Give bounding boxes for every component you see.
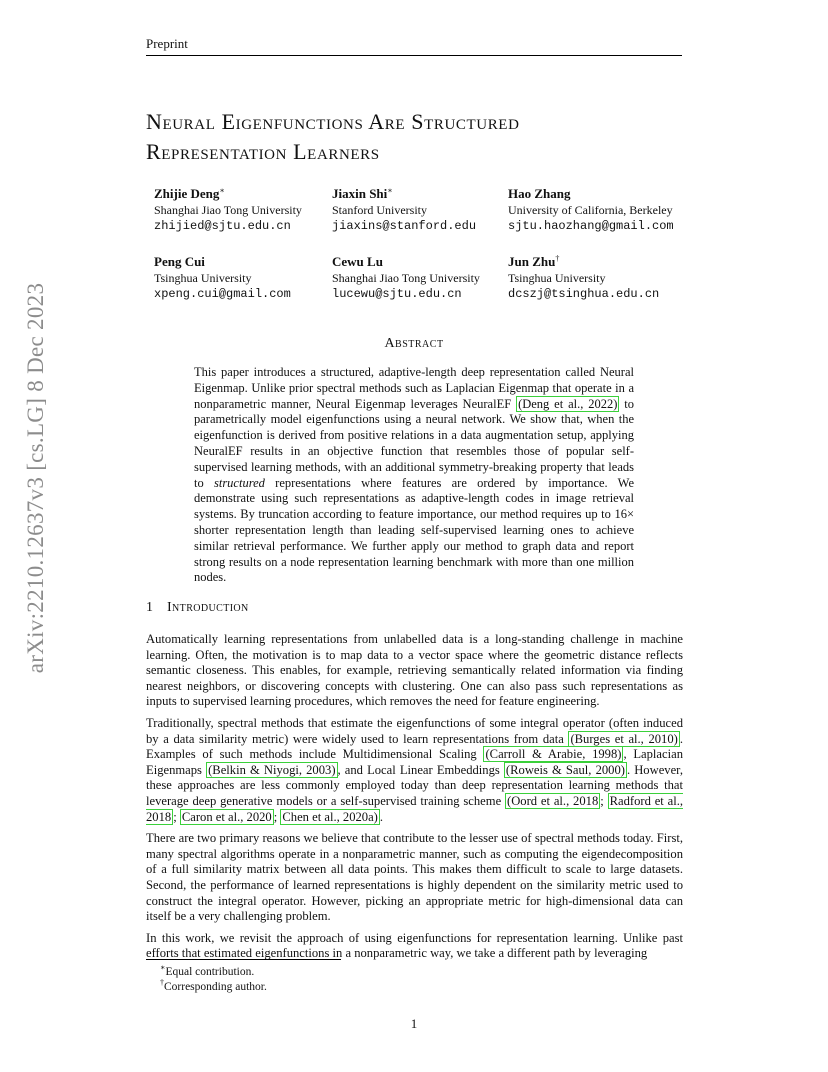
paragraph-text: . Examples of such methods include Multidimensional Scaling — [146, 731, 683, 762]
author-block — [508, 251, 659, 302]
author-email: lucewu@sjtu.edu.cn — [332, 287, 462, 301]
page-number: 1 — [410, 1016, 418, 1031]
author-name: Hao Zhang — [508, 186, 571, 201]
title-line-2: Representation Learners — [146, 139, 380, 164]
paragraph-text: , and Local Linear Embeddings — [337, 762, 500, 777]
author-affiliation: Shanghai Jiao Tong University — [154, 203, 302, 217]
author-mark: ∗ — [387, 186, 393, 195]
footnote-mark: ∗ — [160, 963, 166, 972]
author-name: Jun Zhu — [508, 254, 556, 269]
abstract-heading: Abstract — [384, 336, 444, 351]
section-number: 1 — [146, 600, 153, 615]
footnote-text: Corresponding author. — [164, 980, 267, 993]
paragraph-text: , Laplacian Eigenmaps — [146, 747, 683, 777]
section-heading — [146, 600, 249, 616]
paragraph: There are two primary reasons we believe that contribute to the lesser use of spectral methods today. First, many spectral algorithms operate in a nonparametric manner, such as computing the eigendecomposition of a full similarity matrix between all data points. This makes them difficult to scale to large datasets. Second, the performance of learned representations is highly dependent on the similarity metric used to construct the integral operator. However, picking an appropriate metric for high-dimensional data can itself be a very challenging problem. — [146, 831, 683, 924]
abstract-emphasis: structured — [213, 475, 265, 490]
citation-link[interactable]: (Deng et al., 2022) — [518, 396, 618, 411]
author-block — [332, 251, 480, 302]
title-line-1: Neural Eigenfunctions Are Structured — [146, 109, 520, 134]
author-affiliation: University of California, Berkeley — [508, 203, 673, 217]
arxiv-sidebar — [0, 0, 60, 1072]
author-affiliation: Tsinghua University — [154, 271, 252, 285]
section-title: Introduction — [167, 600, 249, 615]
abstract-text: to parametrically model eigenfunctions using a neural network. We show that, when the eigenfunction is derived from positive relations in a data augmentation setup, applying NeuralEF results in an objective function that resembles those of popular self-supervised learning methods, with an additional symmetry-breaking property that leads to — [194, 396, 635, 490]
author-affiliation: Tsinghua University — [508, 271, 606, 285]
citation-link[interactable]: (Burges et al., 2010) — [570, 731, 678, 746]
author-mark: ∗ — [219, 186, 225, 195]
footnote — [160, 963, 254, 978]
paragraph: Traditionally, spectral methods that estimate the eigenfunctions of some integral operator (often induced by a data similarity metric) were widely used to learn representations from data (Burges et al., 2010) . Examples of such methods include Multidimensional Scaling (Carroll & Arabie, 1998) , Laplacian Eigenmaps (Belkin & Niyogi, 2003) , and Local Linear Embeddings (Roweis & Saul, 2000) . However, these approaches are less commonly employed today than deep representation learning methods that leverage deep generative models or a self-supervised training scheme (Oord et al., 2018 ; Radford et al., 2018 ; Caron et al., 2020 ; Chen et al., 2020a) . — [146, 715, 684, 824]
citation-link[interactable]: Radford et al., 2018 — [146, 793, 684, 824]
abstract-text: This paper introduces a structured, adaptive-length deep representation called Neural Eigenmap. Unlike prior spectral methods such as Laplacian Eigenmap that operate in a nonparametric manner, Neural Eigenmap leverages NeuralEF — [194, 365, 634, 411]
footnote-mark: † — [160, 978, 164, 987]
paragraph-text: Traditionally, spectral methods that estimate the eigenfunctions of some integral operator (often induced by a data similarity metric) were widely used to learn representations from data — [146, 715, 683, 746]
running-header: Preprint — [146, 36, 682, 56]
author-email: jiaxins@stanford.edu — [332, 219, 477, 233]
author-block — [154, 183, 302, 234]
author-mark: † — [555, 254, 560, 263]
author-name: Peng Cui — [154, 254, 205, 269]
intro-body — [146, 632, 683, 968]
footnote-divider — [146, 959, 341, 960]
author-email: zhijied@sjtu.edu.cn — [154, 219, 291, 233]
paragraph: Automatically learning representations from unlabelled data is a long-standing challenge in machine learning. Often, the motivation is to map data to a vector space where the geometric distance reflects semantic closeness. This enables, for example, retrieving semantically related information via finding nearest neighbors, or discovering concepts with clustering. One can also pass such representations as inputs to supervised learning procedures, which removes the need for feature engineering. — [146, 632, 683, 709]
author-affiliation: Stanford University — [332, 203, 427, 217]
arxiv-id-label: arXiv:2210.12637v3 [cs.LG] 8 Dec 2023 — [23, 282, 48, 674]
citation-link[interactable]: (Belkin & Niyogi, 2003) — [208, 762, 336, 777]
citation-link[interactable]: Caron et al., 2020 — [181, 809, 272, 824]
author-email: sjtu.haozhang@gmail.com — [508, 219, 674, 233]
author-block — [508, 183, 674, 234]
author-block — [154, 251, 291, 302]
paragraph: In this work, we revisit the approach of using eigenfunctions for representation learning. Unlike past efforts that estimated eigenfunctions in a nonparametric way, we take a different path by leveraging — [146, 930, 683, 961]
author-block — [332, 183, 476, 234]
author-name: Cewu Lu — [332, 254, 383, 269]
paper-title — [146, 107, 706, 167]
author-name: Jiaxin Shi — [332, 186, 388, 201]
citation-link[interactable]: Chen et al., 2020a) — [282, 809, 378, 824]
citation-link[interactable]: (Oord et al., 2018 — [507, 793, 599, 808]
abstract-text: representations where features are ordered by importance. We demonstrate using such representations as adaptive-length codes in image retrieval systems. By truncation according to feature importance, our method requires up to 16× shorter representation length than leading self-supervised learning ones to achieve similar retrieval performance. We further apply our method to graph data and report strong results on a node representation learning benchmark with more than one million nodes. — [194, 475, 635, 585]
footnote-text: Equal contribution. — [165, 965, 255, 978]
citation-link[interactable]: (Carroll & Arabie, 1998) — [485, 747, 622, 762]
citation-link[interactable]: (Roweis & Saul, 2000) — [505, 762, 625, 777]
paragraph-text: . However, these approaches are less commonly employed today than deep representation learning methods that leverage deep generative models or a self-supervised training scheme — [146, 762, 684, 808]
author-name: Zhijie Deng — [154, 186, 220, 201]
author-affiliation: Shanghai Jiao Tong University — [332, 271, 480, 285]
author-email: dcszj@tsinghua.edu.cn — [508, 287, 660, 301]
abstract-body — [194, 365, 634, 586]
footnote — [160, 978, 267, 993]
author-email: xpeng.cui@gmail.com — [154, 287, 291, 301]
